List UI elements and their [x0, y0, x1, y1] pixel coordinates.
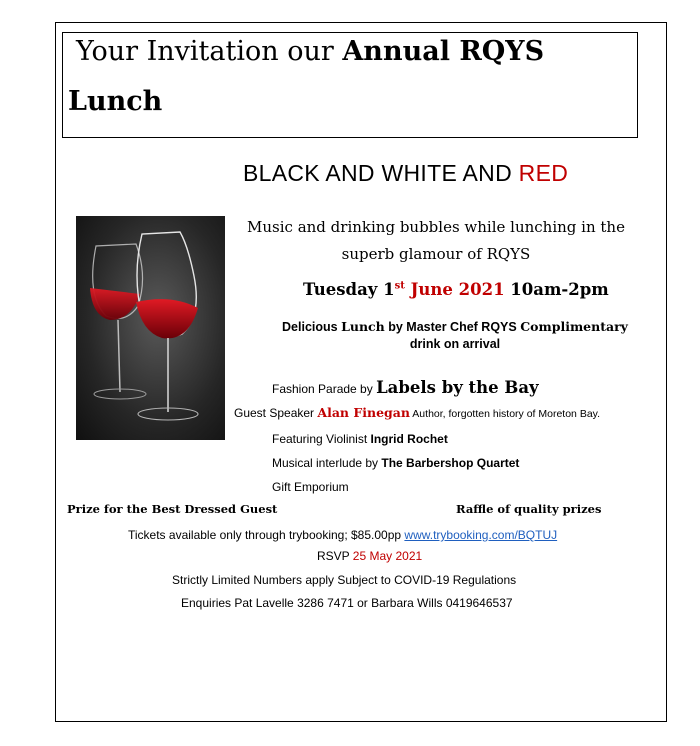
date-month-year: June 2021 — [404, 280, 505, 299]
covid-notice: Strictly Limited Numbers apply Subject to COVID-19 Regulations — [172, 573, 517, 587]
violinist-name: Ingrid Rochet — [370, 432, 448, 446]
rsvp-date: 25 May 2021 — [352, 549, 423, 563]
raffle-prizes: Raffle of quality prizes — [456, 502, 602, 516]
ticket-info: Tickets available only through trybooking; $85.00pp www.trybooking.com/BQTUJ — [128, 528, 558, 542]
violinist: Featuring Violinist Ingrid Rochet — [272, 432, 448, 446]
wine-glasses-image — [76, 216, 225, 440]
trybooking-link[interactable]: www.trybooking.com/BQTUJ — [404, 528, 558, 542]
title-emphasis: Annual RQYS — [342, 36, 545, 67]
guest-speaker: Guest Speaker Alan Finegan Author, forgotten history of Moreton Bay. — [234, 405, 601, 420]
gift-emporium: Gift Emporium — [272, 480, 349, 494]
guest-speaker-name: Alan Finegan — [317, 405, 410, 420]
fashion-parade: Fashion Parade by Labels by the Bay — [272, 378, 539, 397]
event-theme-headline: BLACK AND WHITE AND RED — [243, 160, 569, 186]
date-superscript: st — [394, 280, 405, 292]
enquiries-contact: Enquiries Pat Lavelle 3286 7471 or Barbara Wills 0419646537 — [181, 596, 513, 610]
rsvp-line: RSVP 25 May 2021 — [317, 549, 423, 563]
page-title-line1: Your Invitation our Annual RQYS — [76, 36, 545, 67]
event-time: 10am-2pm — [504, 280, 609, 299]
event-date: Tuesday 1st June 2021 10am-2pm — [303, 280, 609, 299]
fashion-brand: Labels by the Bay — [376, 378, 539, 397]
quartet-name: The Barbershop Quartet — [381, 456, 520, 470]
best-dressed-prize: Prize for the Best Dressed Guest — [67, 502, 278, 516]
event-description: Music and drinking bubbles while lunching in the superb glamour of RQYS — [247, 218, 625, 263]
theme-red-word: RED — [518, 160, 569, 186]
page-title-line2: Lunch — [68, 86, 163, 117]
musical-interlude: Musical interlude by The Barbershop Quartet — [272, 456, 520, 470]
lunch-details: Delicious Lunch by Master Chef RQYS Complimentary drink on arrival — [282, 319, 628, 351]
